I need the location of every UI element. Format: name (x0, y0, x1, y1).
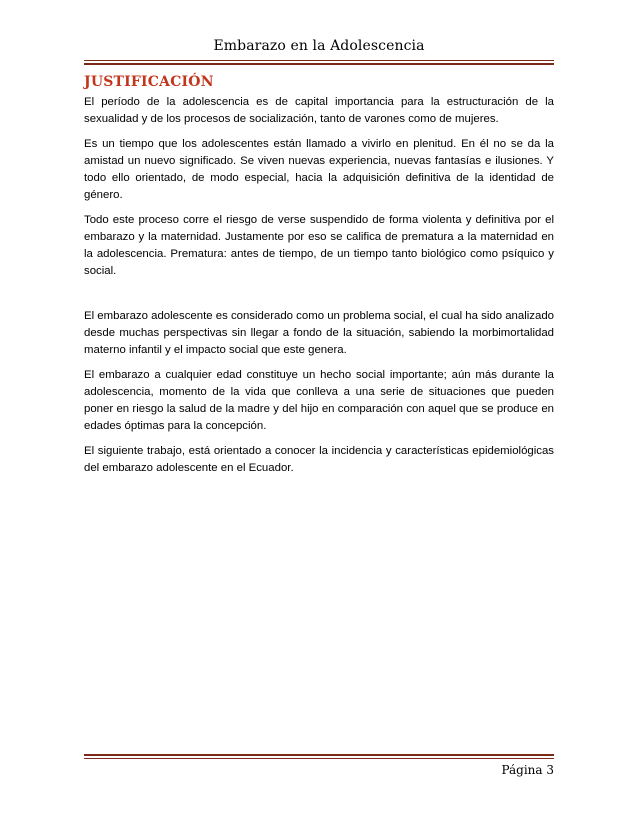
footer-rule-thin (84, 758, 554, 759)
section-heading: JUSTIFICACIÓN (84, 74, 214, 90)
paragraph-6: El siguiente trabajo, está orientado a conocer la incidencia y características epidemiológicas del embarazo adolescente en el Ecuador. (84, 445, 554, 474)
paragraph-3: Todo este proceso corre el riesgo de verse suspendido de forma violenta y definitiva por el embarazo y la maternidad. Justamente por eso se califica de prematura a la maternidad en la adolescencia. Prematura: antes de tiempo, de un tiempo tanto biológico como psíquico y social. (84, 214, 554, 277)
page-header-title: Embarazo en la Adolescencia (213, 38, 425, 54)
page-content (84, 74, 554, 485)
footer-rule-thick (84, 754, 554, 756)
paragraph-5: El embarazo a cualquier edad constituye un hecho social importante; aún más durante la adolescencia, momento de la vida que conlleva a una serie de situaciones que pueden poner en riesgo la salud de la madre y del hijo en comparación con aquel que se produce en edades óptimas para la concepción. (84, 369, 554, 432)
paragraph-2: Es un tiempo que los adolescentes están llamado a vivirlo en plenitud. En él no se da la amistad un nuevo significado. Se viven nuevas experiencia, nuevas fantasías e ilusiones. Y todo ello orientado, de modo especial, hacia la adquisición definitiva de la identidad de género. (84, 138, 554, 201)
header-rule-thin (84, 60, 554, 61)
page-number: Página 3 (501, 763, 554, 777)
paragraph-1: El período de la adolescencia es de capital importancia para la estructuración de la sexualidad y de los procesos de socialización, tanto de varones como de mujeres. (84, 96, 554, 125)
header-rule-thick (84, 63, 554, 65)
paragraph-4: El embarazo adolescente es considerado como un problema social, el cual ha sido analizado desde muchas perspectivas sin llegar a fondo de la situación, sabiendo la morbimortalidad materno infantil y el impacto social que este genera. (84, 310, 554, 356)
